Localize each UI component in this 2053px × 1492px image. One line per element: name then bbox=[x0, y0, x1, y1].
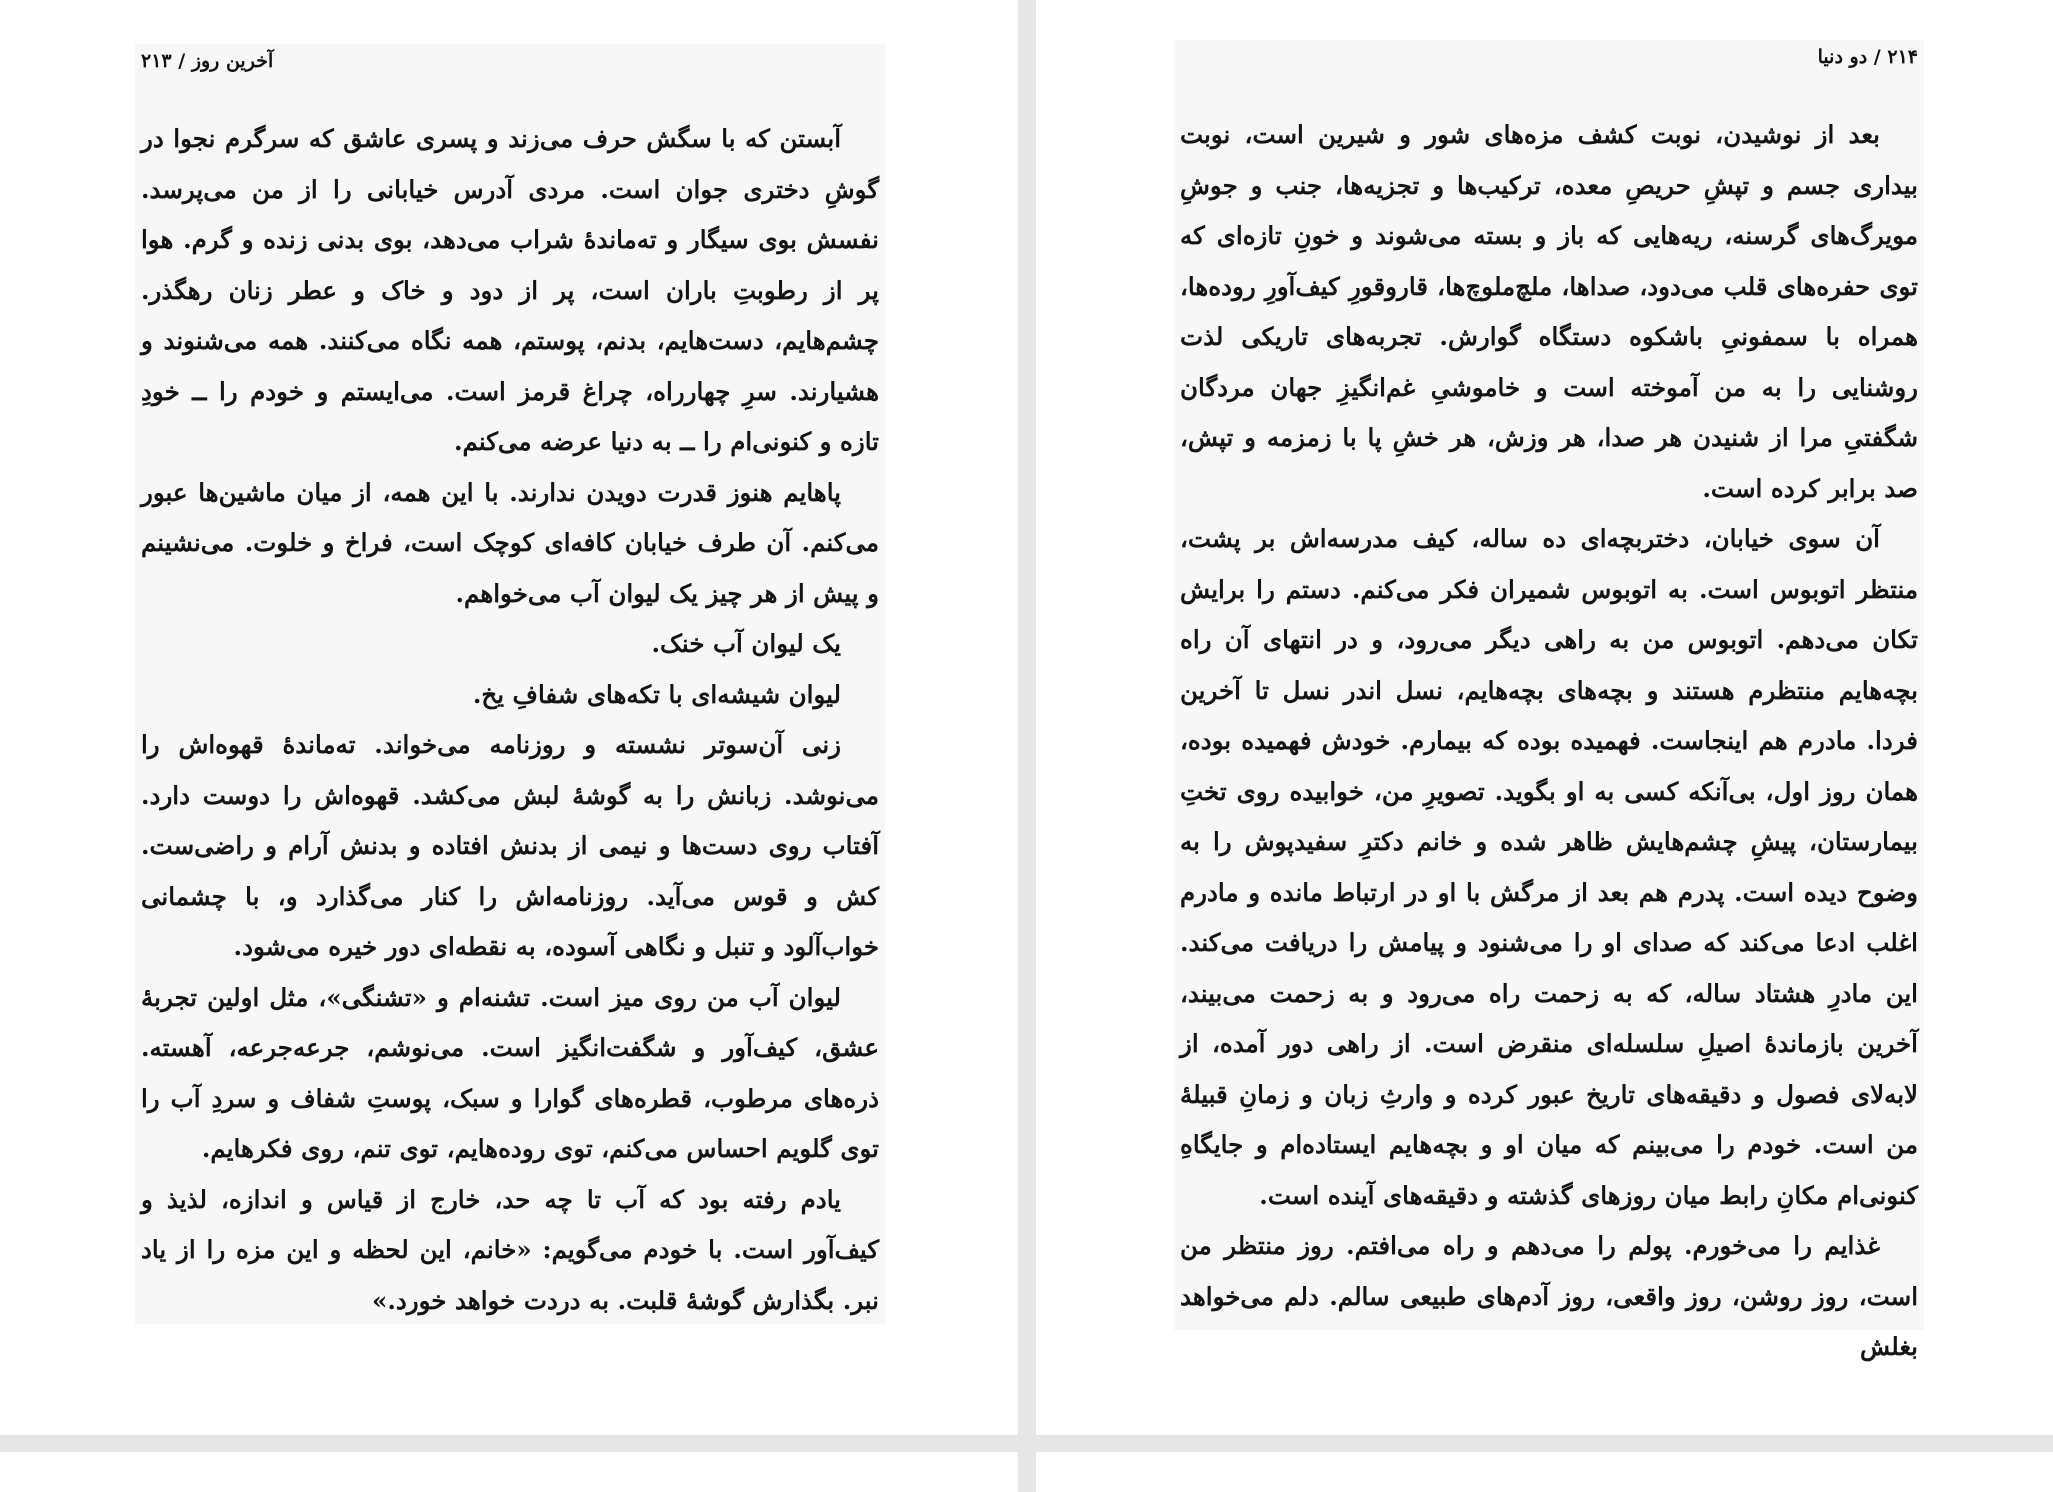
paragraph: یادم رفته بود که آب تا چه حد، خارج از قیاس و اندازه، لذیذ و کیف‌آور است. با خودم می‌گویم: «خانم، این لحظه و این مزه را از یاد نبر. بگذارش گوشهٔ قلبت. به دردت خواهد خورد.» bbox=[141, 1184, 879, 1315]
paragraph: غذایم را می‌خورم. پولم را می‌دهم و راه می‌افتم. روز منتظر من است، روز روشن، روز واقعی، روز آدم‌های طبیعی سالم. دلم می‌خواهد بغلش bbox=[1180, 1231, 1918, 1361]
paragraph: پاهایم هنوز قدرت دویدن ندارند. با این همه، از میان ماشین‌ها عبور می‌کنم. آن طرف خیابان کافه‌ای کوچک است، فراخ و خلوت. می‌نشینم و پیش از هر چیز یک لیوان آب می‌خواهم. bbox=[141, 477, 879, 608]
scanned-page-area bbox=[1174, 40, 1924, 1361]
book-page-right bbox=[1036, 0, 2053, 1435]
chapter-title: دو دنیا bbox=[1817, 46, 1868, 68]
running-header bbox=[141, 50, 879, 72]
running-header bbox=[1180, 46, 1918, 68]
paragraph: بعد از نوشیدن، نوبت کشف مزه‌های شور و شیرین است، نوبت بیداری جسم و تپشِ حریصِ معده، ترکیب‌ها و تجزیه‌ها، جنب و جوشِ مویرگ‌های گرسنه، ریه‌هایی که باز و بسته می‌شوند و خونِ تازه‌ای که توی حفره‌های قلب می‌دود، صداها، ملچ‌ملوچ‌ها، قاروقورِ کیف‌آورِ روده‌ها، همراه با سمفونیِ باشکوه دستگاه گوارش. تجربه‌های تاریکی لذت روشنایی را به من آموخته است و خاموشیِ غم‌انگیزِ جهان مردگان شگفتیِ مرا از شنیدن هر صدا، هر وزش، هر خشِ پا با زمزمه و تپش، صد برابر کرده است. bbox=[1180, 120, 1918, 503]
next-page-left-edge bbox=[0, 1452, 1018, 1492]
page-number: ۲۱۴ bbox=[1887, 46, 1918, 68]
header-separator: / bbox=[1873, 46, 1881, 68]
running-header-label bbox=[1818, 46, 1918, 68]
paragraph: آن سوی خیابان، دختربچه‌ای ده ساله، کیف مدرسه‌اش بر پشت، منتظر اتوبوس است. به اتوبوس شمیران فکر می‌کنم. دستم را برایش تکان می‌دهم. اتوبوس من به راهی دیگر می‌رود، و در انتهای آن راه بچه‌هایم منتظرم هستند و بچه‌های بچه‌هایم، نسل اندر نسل تا آخرین فردا. مادرم هم اینجاست. فهمیده بوده که بیمارم. خودش فهمیده بوده، همان روز اول، بی‌آنکه کسی به او بگوید. تصویرِ من، خوابیده روی تختِ بیمارستان، پیشِ چشم‌هایش ظاهر شده و خانم دکترِ سفیدپوش را به وضوح دیده است. پدرم هم بعد از مرگش با او در ارتباط مانده و مادرم اغلب ادعا می‌کند که صدای او را می‌شنود و پیامش را دریافت می‌کند. این مادرِ هشتاد ساله، که به زحمت راه می‌رود و به زحمت می‌بیند، آخرین بازماندهٔ اصیلِ سلسله‌ای منقرض است. از راهی دور آمده، از لابه‌لای فصول و دقیقه‌های تاریخ عبور کرده و وارثِ زبان و زمانِ قبیلهٔ من است. خودم را می‌بینم که میان او و بچه‌هایم ایستاده‌ام و جایگاهِ کنونی‌ام مکانِ رابط میان روزهای گذشته و دقیقه‌های آینده است. bbox=[1180, 524, 1918, 1210]
book-page-left bbox=[0, 0, 1018, 1435]
paragraph: لیوان شیشه‌ای با تکه‌های شفافِ یخ. bbox=[472, 679, 841, 709]
paragraph: یک لیوان آب خنک. bbox=[651, 629, 841, 658]
page-body bbox=[1180, 110, 1918, 1373]
paragraph: زنی آن‌سوتر نشسته و روزنامه می‌خواند. ته‌ماندهٔ قهوه‌اش را می‌نوشد. زبانش را به گوشهٔ لبش می‌کشد. قهوه‌اش را دوست دارد. آفتاب روی دست‌ها و نیمی از بدنش افتاده و بدنش آرام و راضی‌ست. کش و قوس می‌آید. روزنامه‌اش را کنار می‌گذارد و، با چشمانی خواب‌آلود و تنبل و نگاهی آسوده، به نقطه‌ای دور خیره می‌شود. bbox=[141, 730, 879, 961]
header-separator: / bbox=[178, 50, 186, 72]
chapter-title: آخرین روز bbox=[191, 50, 274, 72]
paragraph: لیوان آب من روی میز است. تشنه‌ام و «تشنگی»، مثل اولین تجربهٔ عشق، کیف‌آور و شگفت‌انگیز است. می‌نوشم، جرعه‌جرعه، آهسته. ذره‌های مرطوب، قطره‌های گوارا و سبک، پوستِ شفاف و سردِ آب را توی گلویم احساس می‌کنم، توی روده‌هایم، توی تنم، روی فکرهایم. bbox=[141, 982, 879, 1163]
scanned-page-area bbox=[135, 44, 885, 1324]
next-page-right-edge bbox=[1036, 1452, 2053, 1492]
page-body bbox=[141, 114, 879, 1326]
paragraph: آبستن که با سگش حرف می‌زند و پسری عاشق که سرگرم نجوا در گوشِ دختری جوان است. مردی آدرس خیابانی را از من می‌پرسد. نفسش بوی سیگار و ته‌ماندهٔ شراب می‌دهد، بوی بدنی زنده و گرم. هوا پر از رطوبتِ باران است، پر از دود و خاک و عطر زنان رهگذر. چشم‌هایم، دست‌هایم، بدنم، پوستم، همه نگاه می‌کنند. همه می‌شنوند و هشیارند. سرِ چهارراه، چراغ قرمز است. می‌ایستم و خودم را ــ خودِ تازه و کنونی‌ام را ــ به دنیا عرضه می‌کنم. bbox=[141, 124, 879, 456]
page-number: ۲۱۳ bbox=[141, 50, 172, 72]
running-header-label bbox=[141, 50, 273, 72]
